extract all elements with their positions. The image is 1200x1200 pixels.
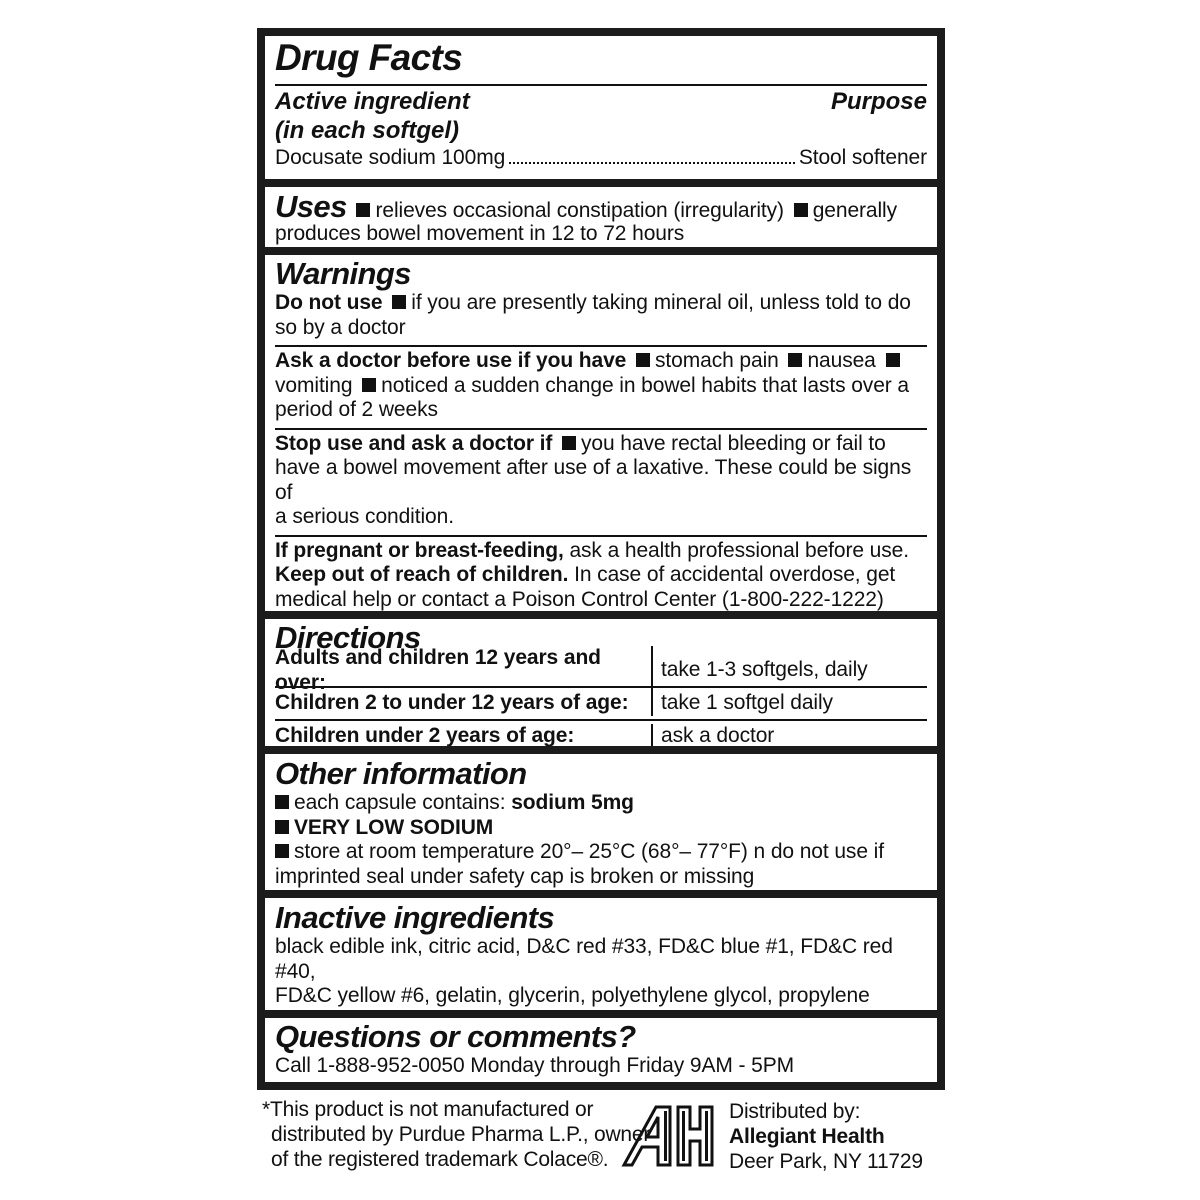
allegiant-logo-icon	[620, 1103, 716, 1169]
ask-doctor-label: Ask a doctor before use if you have	[275, 349, 627, 372]
bullet-square-icon	[392, 295, 406, 309]
do-not-use-text-b: so by a doctor	[275, 315, 406, 339]
page-title: Drug Facts	[275, 37, 463, 78]
ask-item-4b: period of 2 weeks	[275, 398, 438, 421]
directions-dose: take 1 softgel daily	[661, 691, 833, 715]
uses-item-1: relieves occasional constipation (irregularity)	[375, 199, 784, 222]
uses-section	[265, 187, 937, 247]
bullet-square-icon	[275, 820, 289, 834]
other-item-1: each capsule contains:	[294, 791, 506, 814]
directions-dose: take 1-3 softgels, daily	[661, 658, 868, 682]
disclaimer-line-3: of the registered trademark Colace®.	[271, 1148, 609, 1171]
uses-item-2b: produces bowel movement in 12 to 72 hours	[275, 222, 685, 245]
logo-svg	[620, 1103, 716, 1169]
dot-leader	[509, 162, 795, 164]
inactive-line-1: black edible ink, citric acid, D&C red #33, FD&C blue #1, FD&C red #40,	[275, 935, 893, 983]
stop-use-text-c: a serious condition.	[275, 505, 454, 528]
ask-item-3: vomiting	[275, 373, 353, 397]
distributed-by-label: Distributed by:	[729, 1100, 861, 1123]
directions-row	[275, 688, 927, 719]
other-item-3b: imprinted seal under safety cap is broken or missing	[275, 864, 755, 888]
directions-who: Adults and children 12 years and over:	[275, 646, 653, 695]
bullet-square-icon	[886, 353, 900, 367]
inactive-heading: Inactive ingredients	[275, 900, 555, 935]
questions-heading: Questions or comments?	[275, 1019, 636, 1054]
other-item-2: VERY LOW SODIUM	[294, 815, 494, 839]
purpose-heading: Purpose	[830, 88, 927, 115]
disclaimer-line-1: *This product is not manufactured or	[262, 1098, 594, 1121]
bullet-square-icon	[356, 203, 370, 217]
keep-out-label: Keep out of reach of children.	[275, 563, 569, 586]
bullet-square-icon	[794, 203, 808, 217]
keep-out-text-a: In case of accidental overdose, get	[574, 563, 896, 586]
keep-out-text-b: medical help or contact a Poison Control Center (1-800-222-1222)	[275, 587, 884, 611]
stop-use-label: Stop use and ask a doctor if	[275, 431, 553, 455]
active-ingredient-heading: Active ingredient	[275, 88, 470, 115]
bullet-square-icon	[275, 795, 289, 809]
active-ingredient-subheading: (in each softgel)	[275, 117, 460, 144]
ask-item-1: stomach pain	[655, 349, 779, 372]
do-not-use-label: Do not use	[275, 291, 383, 314]
bullet-square-icon	[562, 436, 576, 450]
ask-item-2: nausea	[807, 349, 876, 372]
directions-section	[265, 619, 937, 746]
directions-heading: Directions	[275, 620, 421, 655]
pregnant-text: ask a health professional before use.	[569, 538, 909, 562]
company-name: Allegiant Health	[729, 1125, 885, 1148]
disclaimer-line-2: distributed by Purdue Pharma L.P., owner	[271, 1123, 651, 1146]
other-item-3a: store at room temperature 20°– 25°C (68°– 77°F) n do not use if	[294, 840, 884, 863]
ingredient-row	[275, 146, 927, 171]
divider	[275, 535, 927, 537]
other-item-1-bold: sodium 5mg	[511, 791, 634, 814]
directions-row	[275, 721, 927, 746]
bullet-square-icon	[788, 353, 802, 367]
warnings-section	[265, 255, 937, 611]
directions-dose: ask a doctor	[661, 724, 775, 746]
bullet-square-icon	[362, 378, 376, 392]
warnings-heading: Warnings	[275, 256, 411, 291]
ingredient-name: Docusate sodium 100mg	[275, 146, 506, 169]
bullet-square-icon	[636, 353, 650, 367]
directions-who: Children 2 to under 12 years of age:	[275, 691, 653, 716]
company-location: Deer Park, NY 11729	[729, 1150, 923, 1173]
ask-item-4a: noticed a sudden change in bowel habits that lasts over a	[381, 373, 909, 397]
divider	[275, 345, 927, 347]
divider	[275, 84, 927, 86]
other-info-heading: Other information	[275, 756, 527, 791]
ingredient-purpose: Stool softener	[798, 146, 927, 169]
pregnant-label: If pregnant or breast-feeding,	[275, 538, 564, 562]
divider	[275, 428, 927, 430]
inactive-line-2: FD&C yellow #6, gelatin, glycerin, polyethylene glycol, propylene	[275, 984, 870, 1007]
inactive-section	[265, 898, 937, 1010]
bullet-square-icon	[275, 844, 289, 858]
stop-use-text-b: have a bowel movement after use of a laxative. These could be signs of	[275, 456, 912, 504]
stop-use-text-a: you have rectal bleeding or fail to	[581, 431, 886, 455]
uses-item-2a: generally	[812, 199, 898, 222]
directions-who: Children under 2 years of age:	[275, 724, 653, 746]
other-info-section	[265, 754, 937, 890]
questions-text: Call 1-888-952-0050 Monday through Friday 9AM - 5PM	[275, 1054, 794, 1077]
questions-section	[265, 1018, 937, 1082]
active-ingredient-section	[265, 36, 937, 179]
do-not-use-text-a: if you are presently taking mineral oil, unless told to do	[411, 291, 911, 314]
distributor	[729, 1099, 923, 1174]
directions-row	[275, 646, 927, 694]
uses-heading: Uses	[275, 189, 347, 224]
drug-facts-panel	[257, 28, 945, 1090]
disclaimer	[262, 1097, 650, 1172]
